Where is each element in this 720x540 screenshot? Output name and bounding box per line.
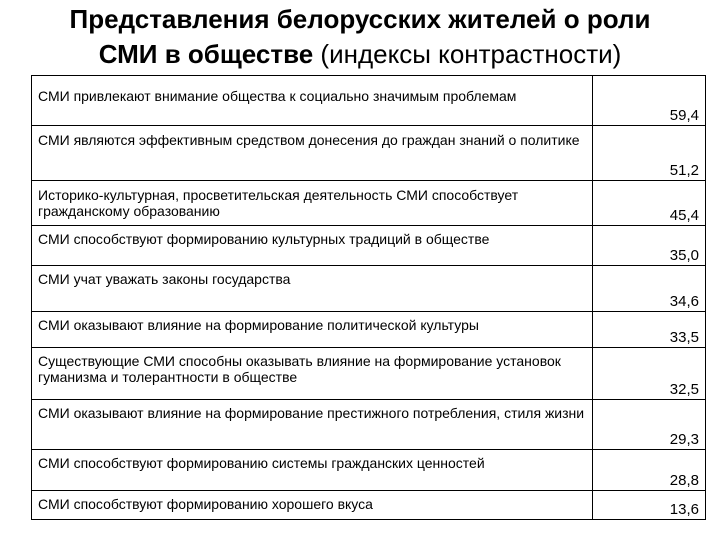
statement-cell: СМИ являются эффективным средством донесения до граждан знаний о политике: [32, 126, 593, 181]
statement-cell: СМИ привлекают внимание общества к социально значимым проблемам: [32, 76, 593, 126]
value-cell: 45,4: [593, 181, 706, 226]
table-row: [32, 266, 706, 312]
table-row: [32, 76, 706, 126]
value-cell: 33,5: [593, 312, 706, 348]
title-line-1: Представления белорусских жителей о роли: [69, 4, 651, 34]
page-title: [0, 2, 720, 72]
statement-cell: СМИ способствуют формированию культурных традиций в обществе: [32, 226, 593, 266]
value-cell: 32,5: [593, 348, 706, 400]
statement-cell: СМИ оказывают влияние на формирование политической культуры: [32, 312, 593, 348]
statement-cell: Существующие СМИ способны оказывать влияние на формирование установок гуманизма и толерантности в обществе: [32, 348, 593, 400]
table-row: [32, 126, 706, 181]
statement-cell: Историко-культурная, просветительская деятельность СМИ способствует гражданскому образованию: [32, 181, 593, 226]
value-cell: 29,3: [593, 400, 706, 450]
value-cell: 34,6: [593, 266, 706, 312]
value-cell: 59,4: [593, 76, 706, 126]
statement-cell: СМИ оказывают влияние на формирование престижного потребления, стиля жизни: [32, 400, 593, 450]
table-row: [32, 312, 706, 348]
table-row: [32, 400, 706, 450]
table-row: [32, 450, 706, 491]
value-cell: 28,8: [593, 450, 706, 491]
table-row: [32, 226, 706, 266]
statement-cell: СМИ учат уважать законы государства: [32, 266, 593, 312]
table-row: [32, 348, 706, 400]
value-cell: 13,6: [593, 491, 706, 520]
title-line-2: СМИ в обществе (индексы контрастности): [98, 39, 622, 69]
value-cell: 35,0: [593, 226, 706, 266]
table-row: [32, 491, 706, 520]
table-row: [32, 181, 706, 226]
statement-cell: СМИ способствуют формированию системы гражданских ценностей: [32, 450, 593, 491]
contrast-index-table: [31, 75, 706, 520]
statement-cell: СМИ способствуют формированию хорошего вкуса: [32, 491, 593, 520]
value-cell: 51,2: [593, 126, 706, 181]
